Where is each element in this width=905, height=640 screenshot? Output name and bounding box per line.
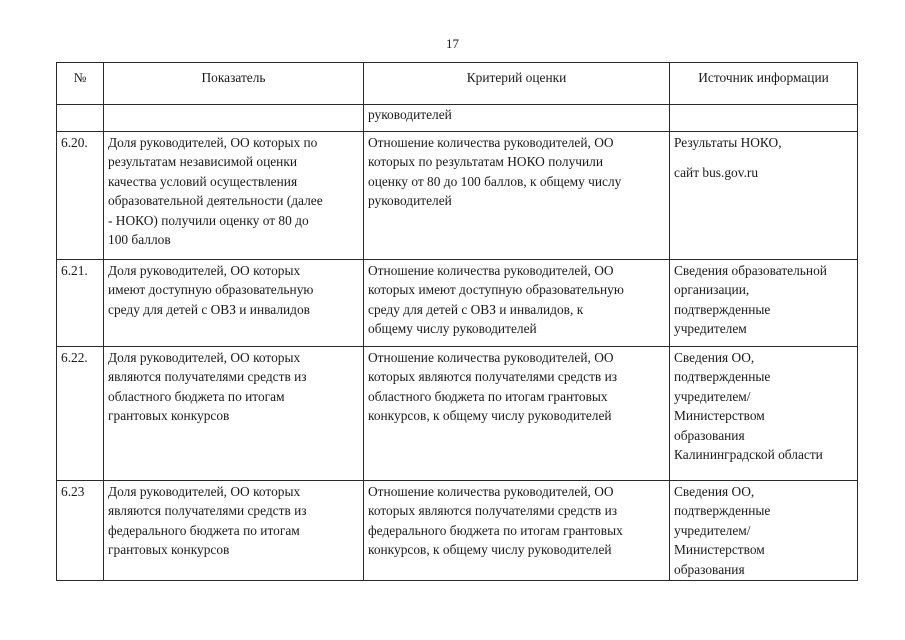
criterion-text: Отношение количества руководителей, ОО которых являются получателями средств из федерального бюджета по итогам грантовых конкурсов, к общему числу руководителей [368,484,623,558]
row-criterion [364,132,670,260]
table-row [57,132,858,260]
row-criterion [364,347,670,481]
table-row [57,347,858,481]
source-text: Сведения ОО, подтвержденные учредителем/ Министерством образования [674,484,771,577]
header-number: № [57,63,104,105]
row-indicator [104,481,364,581]
row-criterion: руководителей [364,105,670,132]
row-indicator [104,132,364,260]
table-row-continuation [57,105,858,132]
row-source [670,105,858,132]
criterion-text: Отношение количества руководителей, ОО которых по результатам НОКО получили оценку от 80 до 100 баллов, к общему числу руководителей [368,135,622,209]
source-text: Сведения ОО, подтвержденные учредителем/ Министерством образования Калининградской области [674,350,823,463]
indicator-text: Доля руководителей, ОО которых являются получателями средств из федерального бюджета по итогам грантовых конкурсов [108,484,307,558]
page-number: 17 [446,36,459,51]
criteria-table [56,62,858,581]
row-criterion [364,481,670,581]
row-criterion [364,260,670,347]
indicator-text: Доля руководителей, ОО которых по результатам независимой оценки качества условий осуществления образовательной деятельности (далее - НОКО) получили оценку от 80 до 100 баллов [108,135,323,248]
criterion-text: Отношение количества руководителей, ОО которых имеют доступную образовательную среду для детей с ОВЗ и инвалидов, к общему числу руководителей [368,263,624,337]
indicator-text: Доля руководителей, ОО которых имеют доступную образовательную среду для детей с ОВЗ и инвалидов [108,263,314,317]
row-source [670,260,858,347]
row-indicator [104,347,364,481]
row-number [57,105,104,132]
table-row [57,481,858,581]
header-source: Источник информации [670,63,858,105]
row-indicator [104,105,364,132]
row-number: 6.20. [57,132,104,260]
row-source [670,347,858,481]
source-text: Результаты НОКО, [674,135,782,150]
header-criterion: Критерий оценки [364,63,670,105]
source-text: Сведения образовательной организации, подтвержденные учредителем [674,263,827,337]
table-row [57,260,858,347]
criterion-text: Отношение количества руководителей, ОО которых являются получателями средств из областного бюджета по итогам грантовых конкурсов, к общему числу руководителей [368,350,618,424]
row-indicator [104,260,364,347]
row-number: 6.21. [57,260,104,347]
header-indicator: Показатель [104,63,364,105]
row-number: 6.23 [57,481,104,581]
row-number: 6.22. [57,347,104,481]
source-link-text: сайт bus.gov.ru [674,165,759,181]
table-header-row [57,63,858,105]
row-source [670,132,858,260]
row-source [670,481,858,581]
indicator-text: Доля руководителей, ОО которых являются получателями средств из областного бюджета по итогам грантовых конкурсов [108,350,307,424]
